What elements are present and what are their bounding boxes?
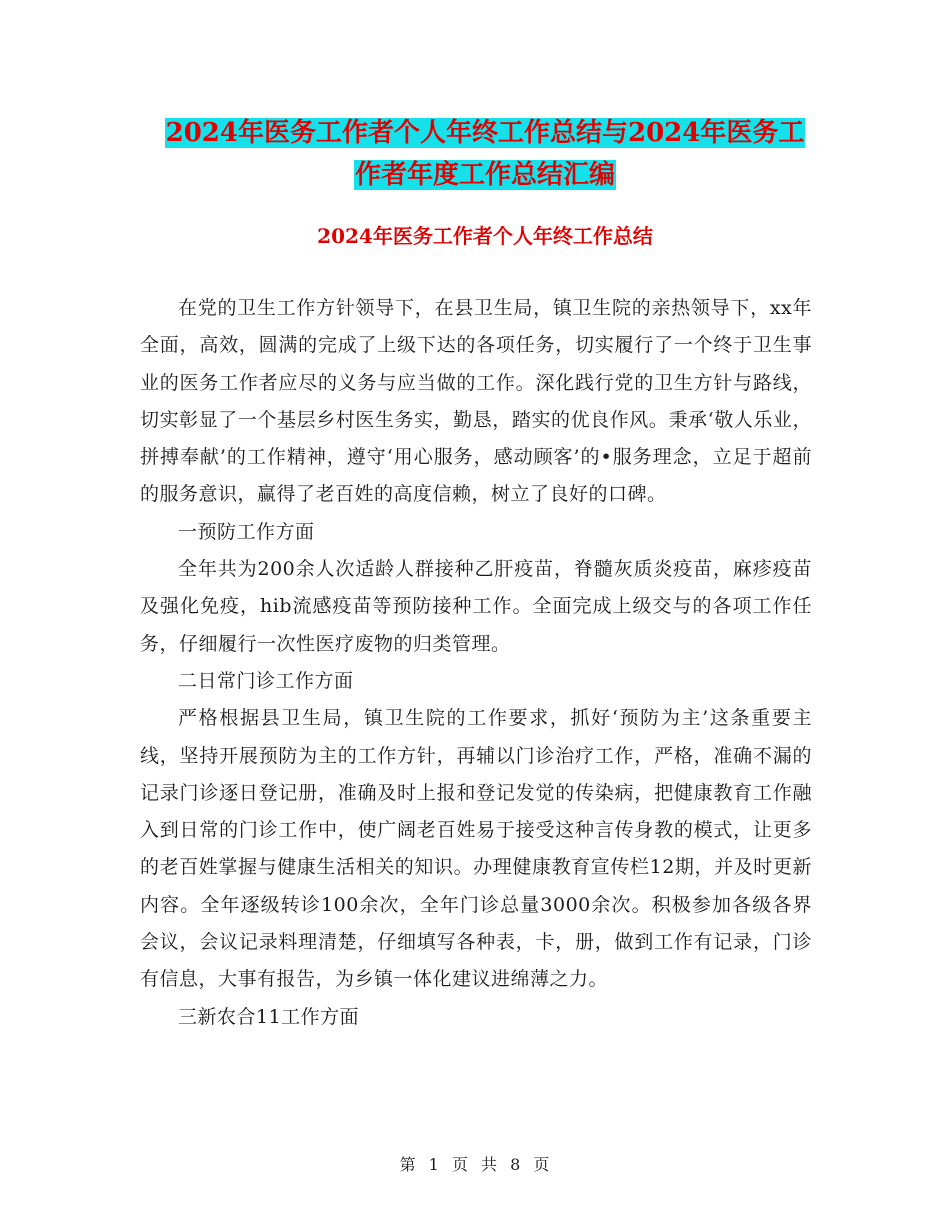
- document-body: [140, 290, 812, 1036]
- paragraph: 全年共为200余人次适龄人群接种乙肝疫苗，脊髓灰质炎疫苗，麻疹疫苗及强化免疫，hib流感疫苗等预防接种工作。全面完成上级交与的各项工作任务，仔细履行一次性医疗废物的归类管理。: [140, 558, 812, 655]
- document-title: [140, 112, 830, 196]
- subheading: 一预防工作方面: [178, 520, 315, 543]
- paragraph: 在党的卫生工作方针领导下，在县卫生局，镇卫生院的亲热领导下，xx年全面，高效，圆满的完成了上级下达的各项任务，切实履行了一个终于卫生事业的医务工作者应尽的义务与应当做的工作。深化践行党的卫生方针与路线，切实彰显了一个基层乡村医生务实，勤恳，踏实的优良作风。秉承‘敬人乐业，拼搏奉献’的工作精神，遵守‘用心服务，感动顾客’的•服务理念，立足于超前的服务意识，赢得了老百姓的高度信赖，树立了良好的口碑。: [140, 297, 812, 506]
- paragraph: 严格根据县卫生局，镇卫生院的工作要求，抓好‘预防为主’这条重要主线，坚持开展预防为主的工作方针，再辅以门诊治疗工作，严格，准确不漏的记录门诊逐日登记册，准确及时上报和登记发觉的传染病，把健康教育工作融入到日常的门诊工作中，使广阔老百姓易于接受这种言传身教的模式，让更多的老百姓掌握与健康生活相关的知识。办理健康教育宣传栏12期，并及时更新内容。全年逐级转诊100余次，全年门诊总量3000余次。积极参加各级各界会议，会议记录料理清楚，仔细填写各种表，卡，册，做到工作有记录，门诊有信息，大事有报告，为乡镇一体化建议进绵薄之力。: [140, 707, 812, 991]
- section-title: 2024年医务工作者个人年终工作总结: [317, 224, 653, 248]
- document-title-line-1: 2024年医务工作者个人年终工作总结与2024年医务工: [165, 118, 805, 148]
- subheading: 三新农合11工作方面: [178, 1005, 360, 1028]
- subheading: 二日常门诊工作方面: [178, 669, 354, 692]
- page-footer: 第 1 页 共 8 页: [399, 1155, 551, 1174]
- document-title-line-2: 作者年度工作总结汇编: [354, 160, 615, 190]
